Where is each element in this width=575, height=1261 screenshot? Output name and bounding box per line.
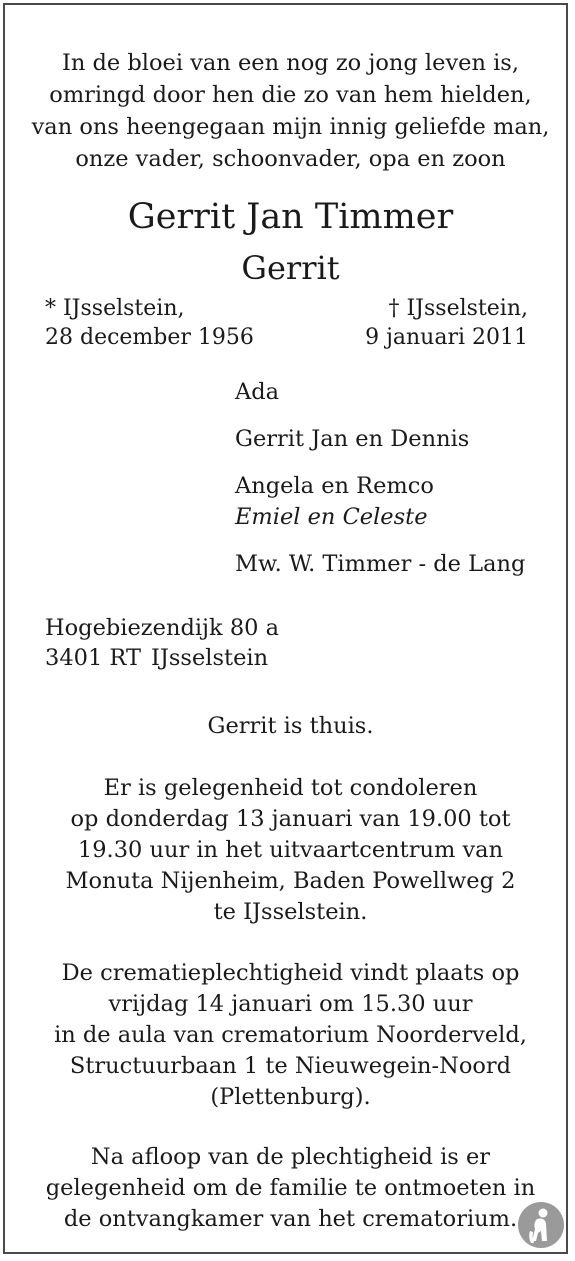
condolence-line: op donderdag 13 januari van 19.00 tot [70,806,511,832]
cremation-line: De crematieplechtigheid vindt plaats op [61,960,520,986]
deceased-nickname: Gerrit [241,249,340,287]
afterward-line: gelegenheid om de familie te ontmoeten in [45,1175,536,1201]
deceased-full-name: Gerrit Jan Timmer [127,197,454,237]
birth-place: * IJsselstein, [45,296,185,321]
condolence-line: Monuta Nijenheim, Baden Powellweg 2 [65,868,516,894]
cremation-line: in de aula van crematorium Noorderveld, [54,1022,527,1048]
family-member: Gerrit Jan en Dennis [235,426,470,452]
death-info [365,294,528,352]
cremation-line: vrijdag 14 januari om 15.30 uur [108,991,473,1017]
home-address [45,613,279,673]
address-postcode: 3401 RT [45,645,141,671]
obituary-card [3,3,568,1254]
afterward-info [5,1142,575,1235]
condolence-line: te IJsselstein. [213,899,368,925]
condolence-info [5,773,575,928]
cremation-info [5,958,575,1113]
condolence-line: 19.30 uur in het uitvaartcentrum van [77,837,504,863]
family-member: Mw. W. Timmer - de Lang [235,551,526,577]
intro-line: omringd door hen die zo van hem hielden, [49,82,532,108]
cremation-line: (Plettenburg). [210,1084,371,1110]
family-member: Angela en Remco [235,473,434,499]
condolence-line: Er is gelegenheid tot condoleren [103,775,478,801]
home-note-text: Gerrit is thuis. [207,713,374,739]
home-note [5,711,575,742]
birth-info [45,294,254,352]
address-city-line [45,643,279,673]
cremation-line: Structuurbaan 1 te Nieuwegein-Noord [69,1053,512,1079]
family-member: Ada [235,379,280,405]
intro-line: van ons heengegaan mijn innig geliefde man, [31,114,550,140]
intro-line: onze vader, schoonvader, opa en zoon [75,146,506,172]
intro-line: In de bloei van een nog zo jong leven is, [61,50,520,76]
intro-text [5,47,575,175]
afterward-line: de ontvangkamer van het crematorium. [63,1206,518,1232]
mourning-logo-icon [517,1201,565,1249]
grandchildren: Emiel en Celeste [235,504,428,530]
death-place: † IJsselstein, [388,296,528,321]
birth-date: 28 december 1956 [45,325,254,350]
afterward-line: Na afloop van de plechtigheid is er [90,1144,491,1170]
address-street: Hogebiezendijk 80 a [45,615,280,641]
death-date: 9 januari 2011 [365,325,528,350]
address-city: IJsselstein [150,645,269,671]
